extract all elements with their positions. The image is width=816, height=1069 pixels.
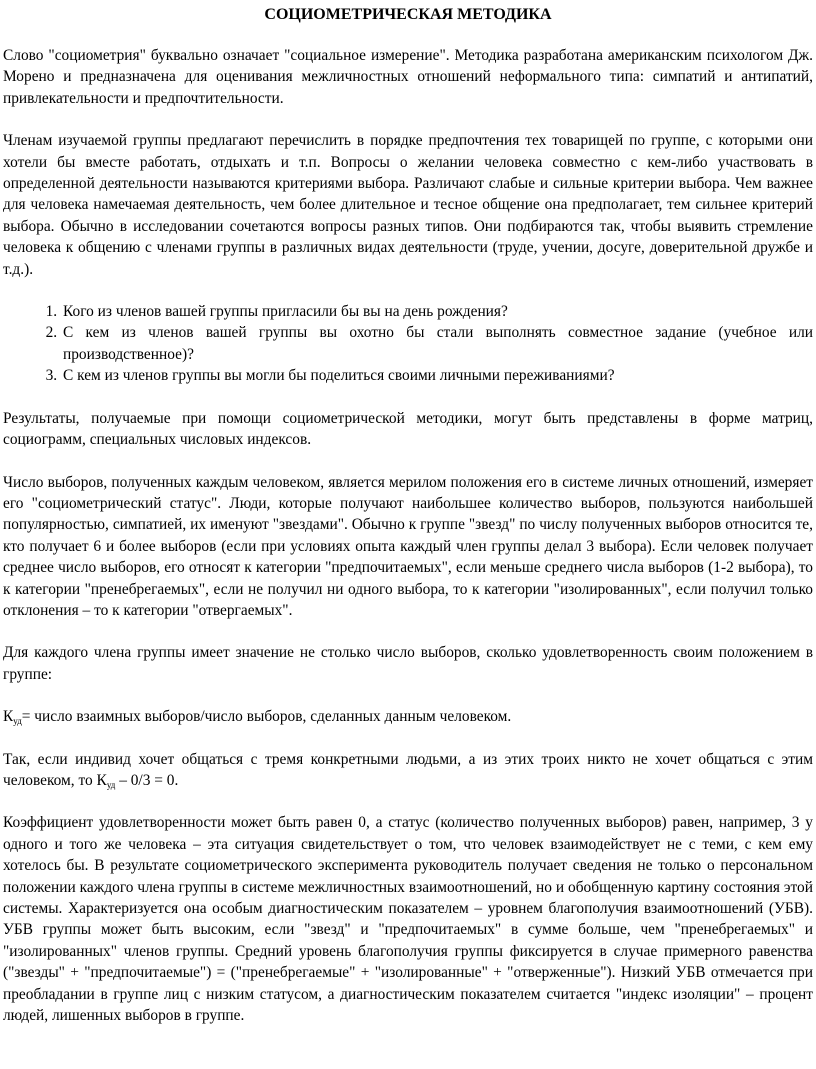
example-text-before: Так, если индивид хочет общаться с тремя конкретными людьми, а из этих троих никто не хочет общаться с этим человеком, то К bbox=[3, 750, 813, 789]
example-subscript: уд bbox=[106, 779, 116, 790]
question-item: 3. С кем из членов группы вы могли бы поделиться своими личными переживаниями? bbox=[61, 365, 813, 386]
paragraph-sociometric-status: Число выборов, полученных каждым человеком, является мерилом положения его в системе личных отношений, измеряет его "социометрический статус". Люди, которые получают наибольшее количество выборов, пользуются наибольшей популярностью, симпатией, их именуют "звездами". Обычно к группе "звезд" по числу полученных выборов относится те, кто получает 6 и более выборов (если при условиях опыта каждый член группы делал 3 выбора). Если человек получает среднее число выборов, его относят к категории "предпочитаемых", если меньше среднего числа выборов (1-2 выбора), то к категории "пренебрегаемых", если не получил ни одного выбора, то к категории "изолированных", если получил только отклонения – то к категории "отвергаемых". bbox=[3, 473, 813, 619]
paragraph-example bbox=[3, 749, 813, 792]
paragraph-coefficient: Коэффициент удовлетворенности может быть равен 0, а статус (количество полученных выборов) равен, например, 3 у одного и того же человека – эта ситуация свидетельствует о том, что человек взаимодействует не с теми, с кем ему хотелось бы. В результате социометрического эксперимента руководитель получает сведения не только о персональном положении каждого члена группы в системе межличностных взаимоотношений, но и обобщенную картину состояния этой системы. Характеризуется она особым диагностическим показателем – уровнем благополучия взаимоотношений (УБВ). УБВ группы может быть высоким, если "звезд" и "предпочитаемых" в сумме больше, чем "пренебрегаемых" и "изолированных" членов группы. Средний уровень благополучия группы фиксируется в случае примерного равенства ("звезды" + "предпочитаемые") = ("пренебрегаемые" + "изолированные" + "отверженные"). Низкий УБВ отмечается при преобладании в группе лиц с низким статусом, а диагностическим показателем считается "индекс изоляции" – процент людей, лишенных выборов в группе. bbox=[3, 814, 813, 1025]
question-item: 1. Кого из членов вашей группы пригласили бы вы на день рождения? bbox=[61, 301, 813, 322]
paragraph-selection-criteria: Членам изучаемой группы предлагают перечислить в порядке предпочтения тех товарищей по группе, с которыми они хотели бы вместе работать, отдыхать и т.п. Вопросы о желании человека совместно с кем-либо участвовать в определенной деятельности называются критериями выбора. Различают слабые и сильные критерии выбора. Чем важнее для человека намечаемая деятельность, чем более длительное и тесное общение она предполагает, тем сильнее критерий выбора. Обычно в исследовании сочетаются вопросы разных типов. Они подбираются так, чтобы выявить стремление человека к общению с членами группы в различных видах деятельности (труде, учении, досуге, доверительной дружбе и т.д.). bbox=[3, 132, 813, 278]
paragraph-definition: Слово "социометрия" буквально означает "социальное измерение". Методика разработана американским психологом Дж. Морено и предназначена для оценивания межличностных отношений неформального типа: симпатий и антипатий, привлекательности и предпочтительности. bbox=[3, 47, 813, 107]
paragraph-satisfaction: Для каждого члена группы имеет значение не столько число выборов, сколько удовлетворенность своим положением в группе: bbox=[3, 644, 813, 683]
formula-symbol: К bbox=[3, 708, 14, 726]
formula-text: = число взаимных выборов/число выборов, сделанных данным человеком. bbox=[21, 708, 512, 726]
formula-subscript: уд bbox=[13, 716, 22, 727]
page-title: СОЦИОМЕТРИЧЕСКАЯ МЕТОДИКА bbox=[264, 6, 552, 23]
formula-line bbox=[3, 706, 813, 727]
paragraph-results: Результаты, получаемые при помощи социометрической методики, могут быть представлены в форме матриц, социограмм, специальных числовых индексов. bbox=[3, 409, 813, 449]
question-item: 2. С кем из членов вашей группы вы охотно бы стали выполнять совместное задание (учебное или производственное)? bbox=[61, 322, 813, 365]
example-text-after: – 0/3 = 0. bbox=[115, 771, 179, 789]
question-list bbox=[3, 301, 813, 387]
